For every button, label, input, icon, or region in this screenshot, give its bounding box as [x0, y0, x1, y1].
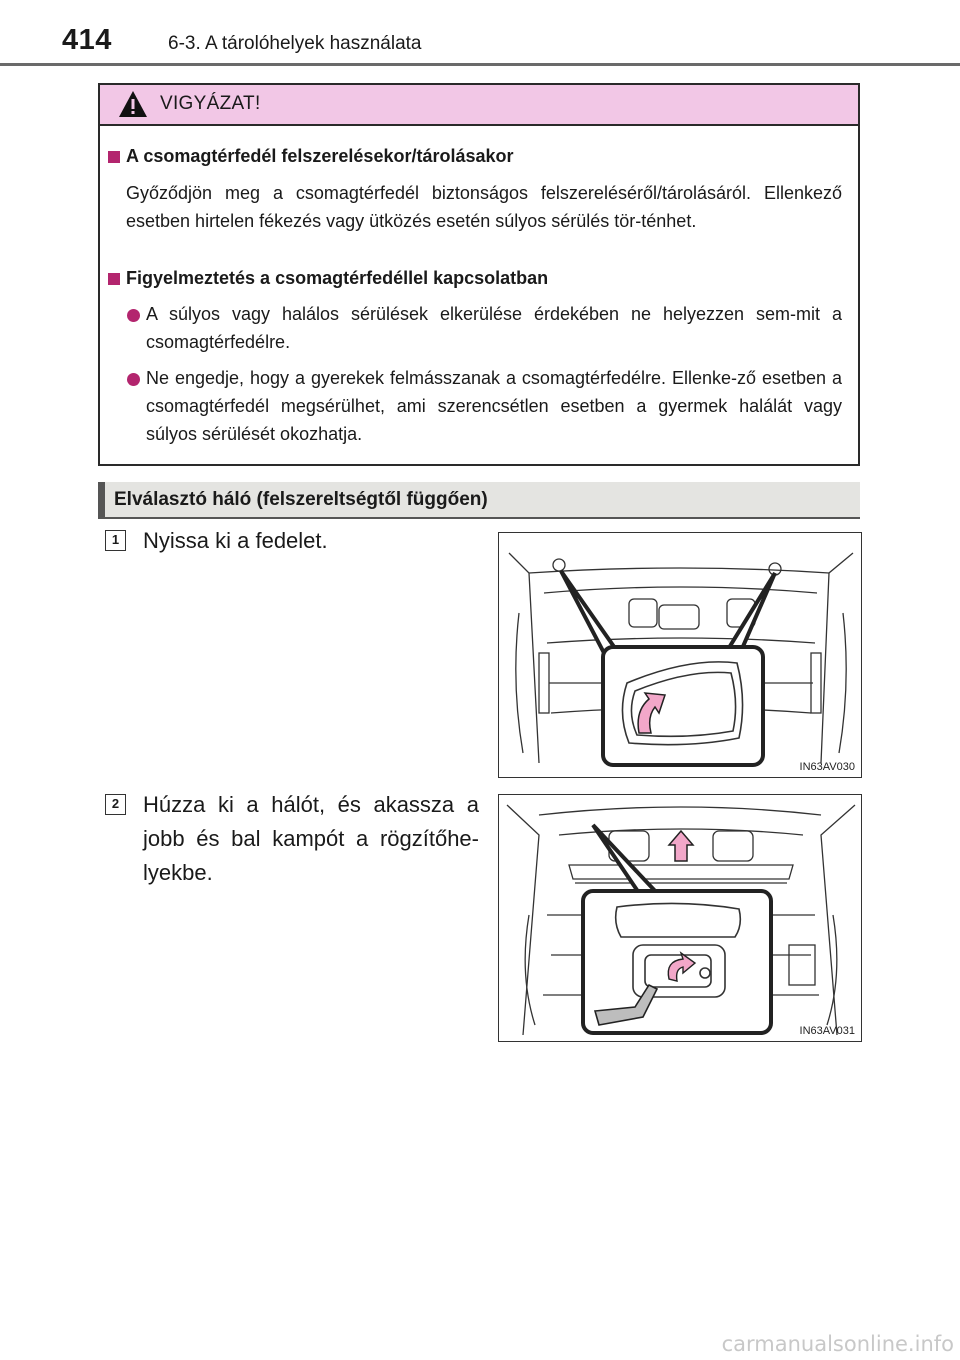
page-number: 414 — [62, 24, 112, 56]
figure-open-lid — [498, 532, 862, 778]
section-subheading — [98, 482, 860, 519]
warning-bullet-text: Ne engedje, hogy a gyerekek felmásszanak a csomagtérfedélre. Ellenke-ző esetben a csomagtérfedél megsérülhet, ami szerencsétlen esetben a gyermek halálát vagy súlyos sérülését okozhatja. — [146, 368, 842, 444]
subheading-bar — [98, 482, 105, 517]
step-number-1: 1 — [105, 530, 126, 551]
cargo-net-illustration — [499, 795, 862, 1042]
warning-triangle-icon — [118, 90, 148, 118]
square-bullet-icon — [108, 273, 120, 285]
subheading-text: Elválasztó háló (felszereltségtől függően) — [114, 489, 488, 510]
header-rule — [0, 63, 960, 66]
step-text-2: Húzza ki a hálót, és akassza a jobb és bal kampót a rögzítőhe-lyekbe. — [143, 792, 479, 885]
figure-attach-net — [498, 794, 862, 1042]
warning-item-text: Győződjön meg a csomagtérfedél biztonságos felszereléséről/tárolásáról. Ellenkező esetben hirtelen fékezés vagy ütközés esetén súlyos sérülés tör-ténhet. — [126, 183, 842, 231]
warning-item-heading: A csomagtérfedél felszerelésekor/tárolásakor — [126, 146, 514, 166]
step-text-1: Nyissa ki a fedelet. — [143, 528, 328, 553]
section-title: 6-3. A tárolóhelyek használata — [168, 33, 422, 54]
warning-header — [100, 85, 858, 126]
warning-bullet-text: A súlyos vagy halálos sérülések elkerülése érdekében ne helyezzen sem-mit a csomagtérfedélre. — [146, 304, 842, 352]
cargo-lid-illustration — [499, 533, 862, 778]
warning-item-heading: Figyelmeztetés a csomagtérfedéllel kapcsolatban — [126, 268, 549, 288]
warning-box — [98, 83, 860, 466]
round-bullet-icon — [127, 309, 140, 322]
page-header — [0, 0, 960, 66]
warning-label: VIGYÁZAT! — [160, 93, 261, 114]
square-bullet-icon — [108, 151, 120, 163]
figure-code: IN63AV031 — [799, 1025, 855, 1037]
round-bullet-icon — [127, 373, 140, 386]
figure-code: IN63AV030 — [799, 761, 855, 773]
watermark: carmanualsonline.info — [721, 1332, 954, 1356]
step-number-2: 2 — [105, 794, 126, 815]
